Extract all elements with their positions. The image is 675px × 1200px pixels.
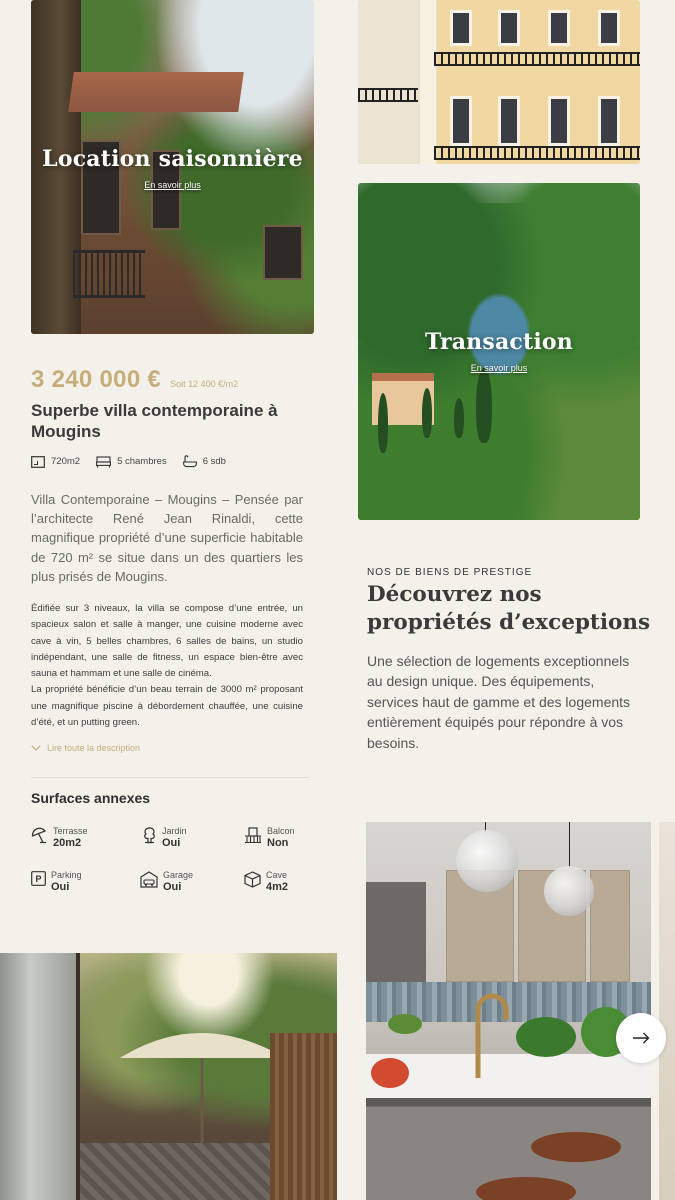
plant-image	[516, 1017, 576, 1057]
window-image	[598, 10, 620, 46]
box-icon	[244, 871, 261, 888]
pendant-lamp-image	[456, 830, 518, 892]
location-saisonniere-card[interactable]	[31, 0, 314, 334]
annex-balcon	[244, 825, 295, 850]
annex-terrasse	[31, 825, 88, 850]
window-image	[598, 96, 620, 146]
read-more-label: Lire toute la description	[47, 743, 141, 753]
annex-value: Oui	[162, 837, 181, 849]
annex-label: Cave	[266, 870, 288, 880]
feature-list	[31, 455, 242, 468]
section-body: Une sélection de logements exceptionnels au design unique. Des équipements, services haut de gamme et des logements entièrement équipés pour répondre à vos besoins.	[367, 653, 631, 751]
column-image	[420, 0, 436, 164]
annex-cave	[244, 869, 288, 894]
price: 3 240 000 €	[31, 366, 162, 393]
feature-surface	[31, 456, 80, 468]
next-card-peek[interactable]	[659, 822, 675, 1200]
building-left-image	[358, 0, 418, 164]
section-title: Découvrez nos propriétés d’exceptions	[367, 582, 651, 635]
bedrooms-label: 5 chambres	[117, 456, 167, 467]
car-icon	[140, 871, 158, 888]
annex-value: Oui	[51, 881, 70, 893]
bathrooms-label: 6 sdb	[202, 456, 226, 467]
cabinet-image	[590, 870, 630, 982]
card-title: Transaction	[424, 329, 574, 355]
surface-icon	[31, 456, 45, 468]
surface-label: 720m2	[51, 456, 81, 467]
divider	[31, 777, 309, 778]
plant-image	[388, 1014, 422, 1034]
range-hood-image	[366, 882, 426, 982]
section-kicker: NOS DE BIENS DE PRESTIGE	[367, 567, 533, 578]
annex-value: Oui	[163, 881, 182, 893]
carousel-next-button[interactable]	[616, 1013, 666, 1063]
annexes-title: Surfaces annexes	[31, 790, 151, 806]
umbrella-icon	[31, 827, 48, 844]
en-savoir-plus-link[interactable]: En savoir plus	[144, 180, 201, 190]
arrow-right-icon	[632, 1032, 650, 1044]
bathtub-icon	[183, 455, 197, 468]
kitchen-image-card[interactable]	[366, 822, 651, 1200]
annex-value: 4m2	[266, 881, 289, 893]
annex-label: Balcon	[267, 826, 295, 836]
window-image	[450, 10, 472, 46]
listing-description	[31, 601, 303, 731]
card-title: Location saisonnière	[42, 146, 303, 172]
card-overlay	[31, 0, 314, 334]
en-savoir-plus-link[interactable]: En savoir plus	[470, 363, 528, 373]
listing-lead: Villa Contemporaine – Mougins – Pensée par l’architecte René Jean Rinaldi, cette magnifique propriété d’une superficie habitable de 720 m² se situe dans un des quartiers les plus prisés de Mougins.	[31, 492, 303, 584]
balcony-railing-image	[434, 52, 640, 66]
annex-label: Parking	[51, 870, 82, 880]
chevron-down-icon	[31, 745, 41, 751]
read-more-link[interactable]	[31, 743, 140, 753]
terrace-image-card[interactable]	[0, 953, 337, 1200]
window-image	[450, 96, 472, 146]
bamboo-fence-image	[270, 1033, 337, 1200]
bar-stool-image	[476, 1177, 576, 1200]
annex-label: Garage	[163, 870, 194, 880]
balcony-icon	[244, 827, 262, 844]
feature-bathrooms	[183, 455, 226, 468]
price-row	[31, 366, 238, 394]
annex-label: Jardin	[162, 826, 187, 836]
lamp-wire	[569, 822, 570, 868]
feature-bedrooms	[96, 456, 167, 468]
facade-image-card[interactable]	[358, 0, 640, 164]
price-per-m2: Soit 12 400 €/m2	[170, 379, 239, 389]
window-image	[498, 96, 520, 146]
window-image	[548, 96, 570, 146]
svg-text:P: P	[35, 874, 42, 884]
bar-stool-image	[531, 1132, 621, 1162]
tree-icon	[142, 827, 157, 844]
description-paragraph: La propriété bénéficie d’un beau terrain de 3000 m² proposant une magnifique piscine à débordement chauffée, une cuisine d’été, et un putting green.	[31, 684, 303, 729]
annex-parking	[31, 869, 82, 894]
listing-title: Superbe villa contemporaine à Mougins	[31, 401, 278, 441]
balcony-railing-image	[358, 88, 418, 102]
annex-garage	[140, 869, 193, 894]
paving-image	[80, 1143, 270, 1200]
pendant-lamp-image	[544, 866, 594, 916]
annex-value: 20m2	[53, 837, 82, 849]
description-paragraph: Édifiée sur 3 niveaux, la villa se compose d’une entrée, un spacieux salon et salle à manger, une cuisine moderne avec cave à vin, 5 belles chambres, 6 salles de bains, un studio indépendant, une salle de fitness, un espace bien-être avec sauna et hammam et une salle de cinéma.	[31, 603, 303, 680]
annex-jardin	[142, 825, 187, 850]
card-overlay	[358, 183, 640, 520]
fruit-bowl-image	[371, 1058, 409, 1088]
annex-label: Terrasse	[53, 826, 88, 836]
parasol-image	[110, 1018, 290, 1148]
transaction-card[interactable]	[358, 183, 640, 520]
balcony-railing-image	[434, 146, 640, 160]
glass-door-image	[0, 953, 80, 1200]
parking-icon	[31, 871, 46, 886]
window-image	[548, 10, 570, 46]
window-image	[498, 10, 520, 46]
bed-icon	[96, 456, 111, 468]
annex-value: Non	[267, 837, 289, 849]
